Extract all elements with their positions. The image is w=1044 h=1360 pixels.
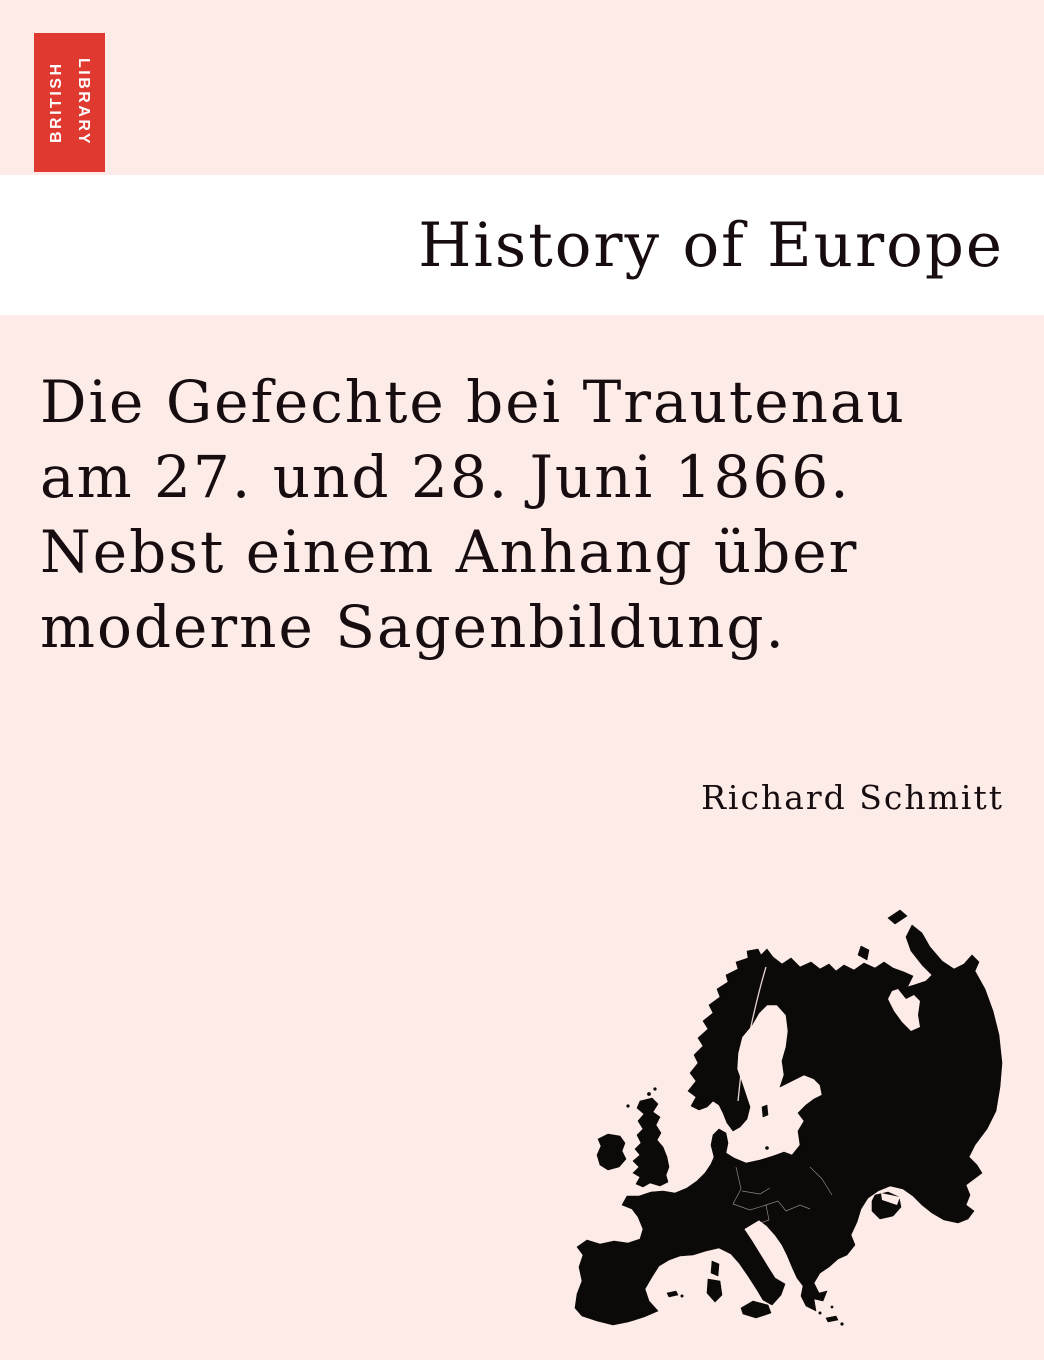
crete-island [826,1316,838,1322]
bornholm-island [766,1147,769,1150]
author-name: Richard Schmitt [701,778,1004,817]
title-line-3: Nebst einem Anhang über [40,518,859,586]
series-title: History of Europe [418,209,1004,281]
great-britain-island [633,1098,669,1187]
europe-map-silhouette [570,905,1010,1330]
aegean-island-1 [841,1323,844,1326]
hebrides-island [627,1105,630,1108]
aegean-island-3 [831,1306,833,1308]
title-line-1: Die Gefechte bei Trautenau [40,368,906,436]
logo-word-library: LIBRARY [75,58,92,147]
arctic-island-1 [888,910,907,924]
balearic-dot [681,1295,683,1297]
logo-word-british: BRITISH [48,61,65,144]
sardinia-island [707,1279,722,1302]
balearic-islands [667,1291,678,1297]
shetland-island [654,1088,657,1091]
aegean-island-2 [819,1312,821,1314]
book-title [40,365,1020,665]
series-band [0,175,1044,315]
arctic-island-2 [858,946,869,960]
ireland-island [597,1134,626,1170]
title-line-4: moderne Sagenbildung. [40,593,786,661]
gotland-island [762,1105,768,1117]
orkney-island [647,1092,650,1095]
british-library-logo [34,33,105,172]
mainland-path [575,925,1002,1325]
title-line-2: am 27. und 28. Juni 1866. [40,443,851,511]
corsica-island [711,1261,719,1276]
sicily-island [741,1301,771,1318]
